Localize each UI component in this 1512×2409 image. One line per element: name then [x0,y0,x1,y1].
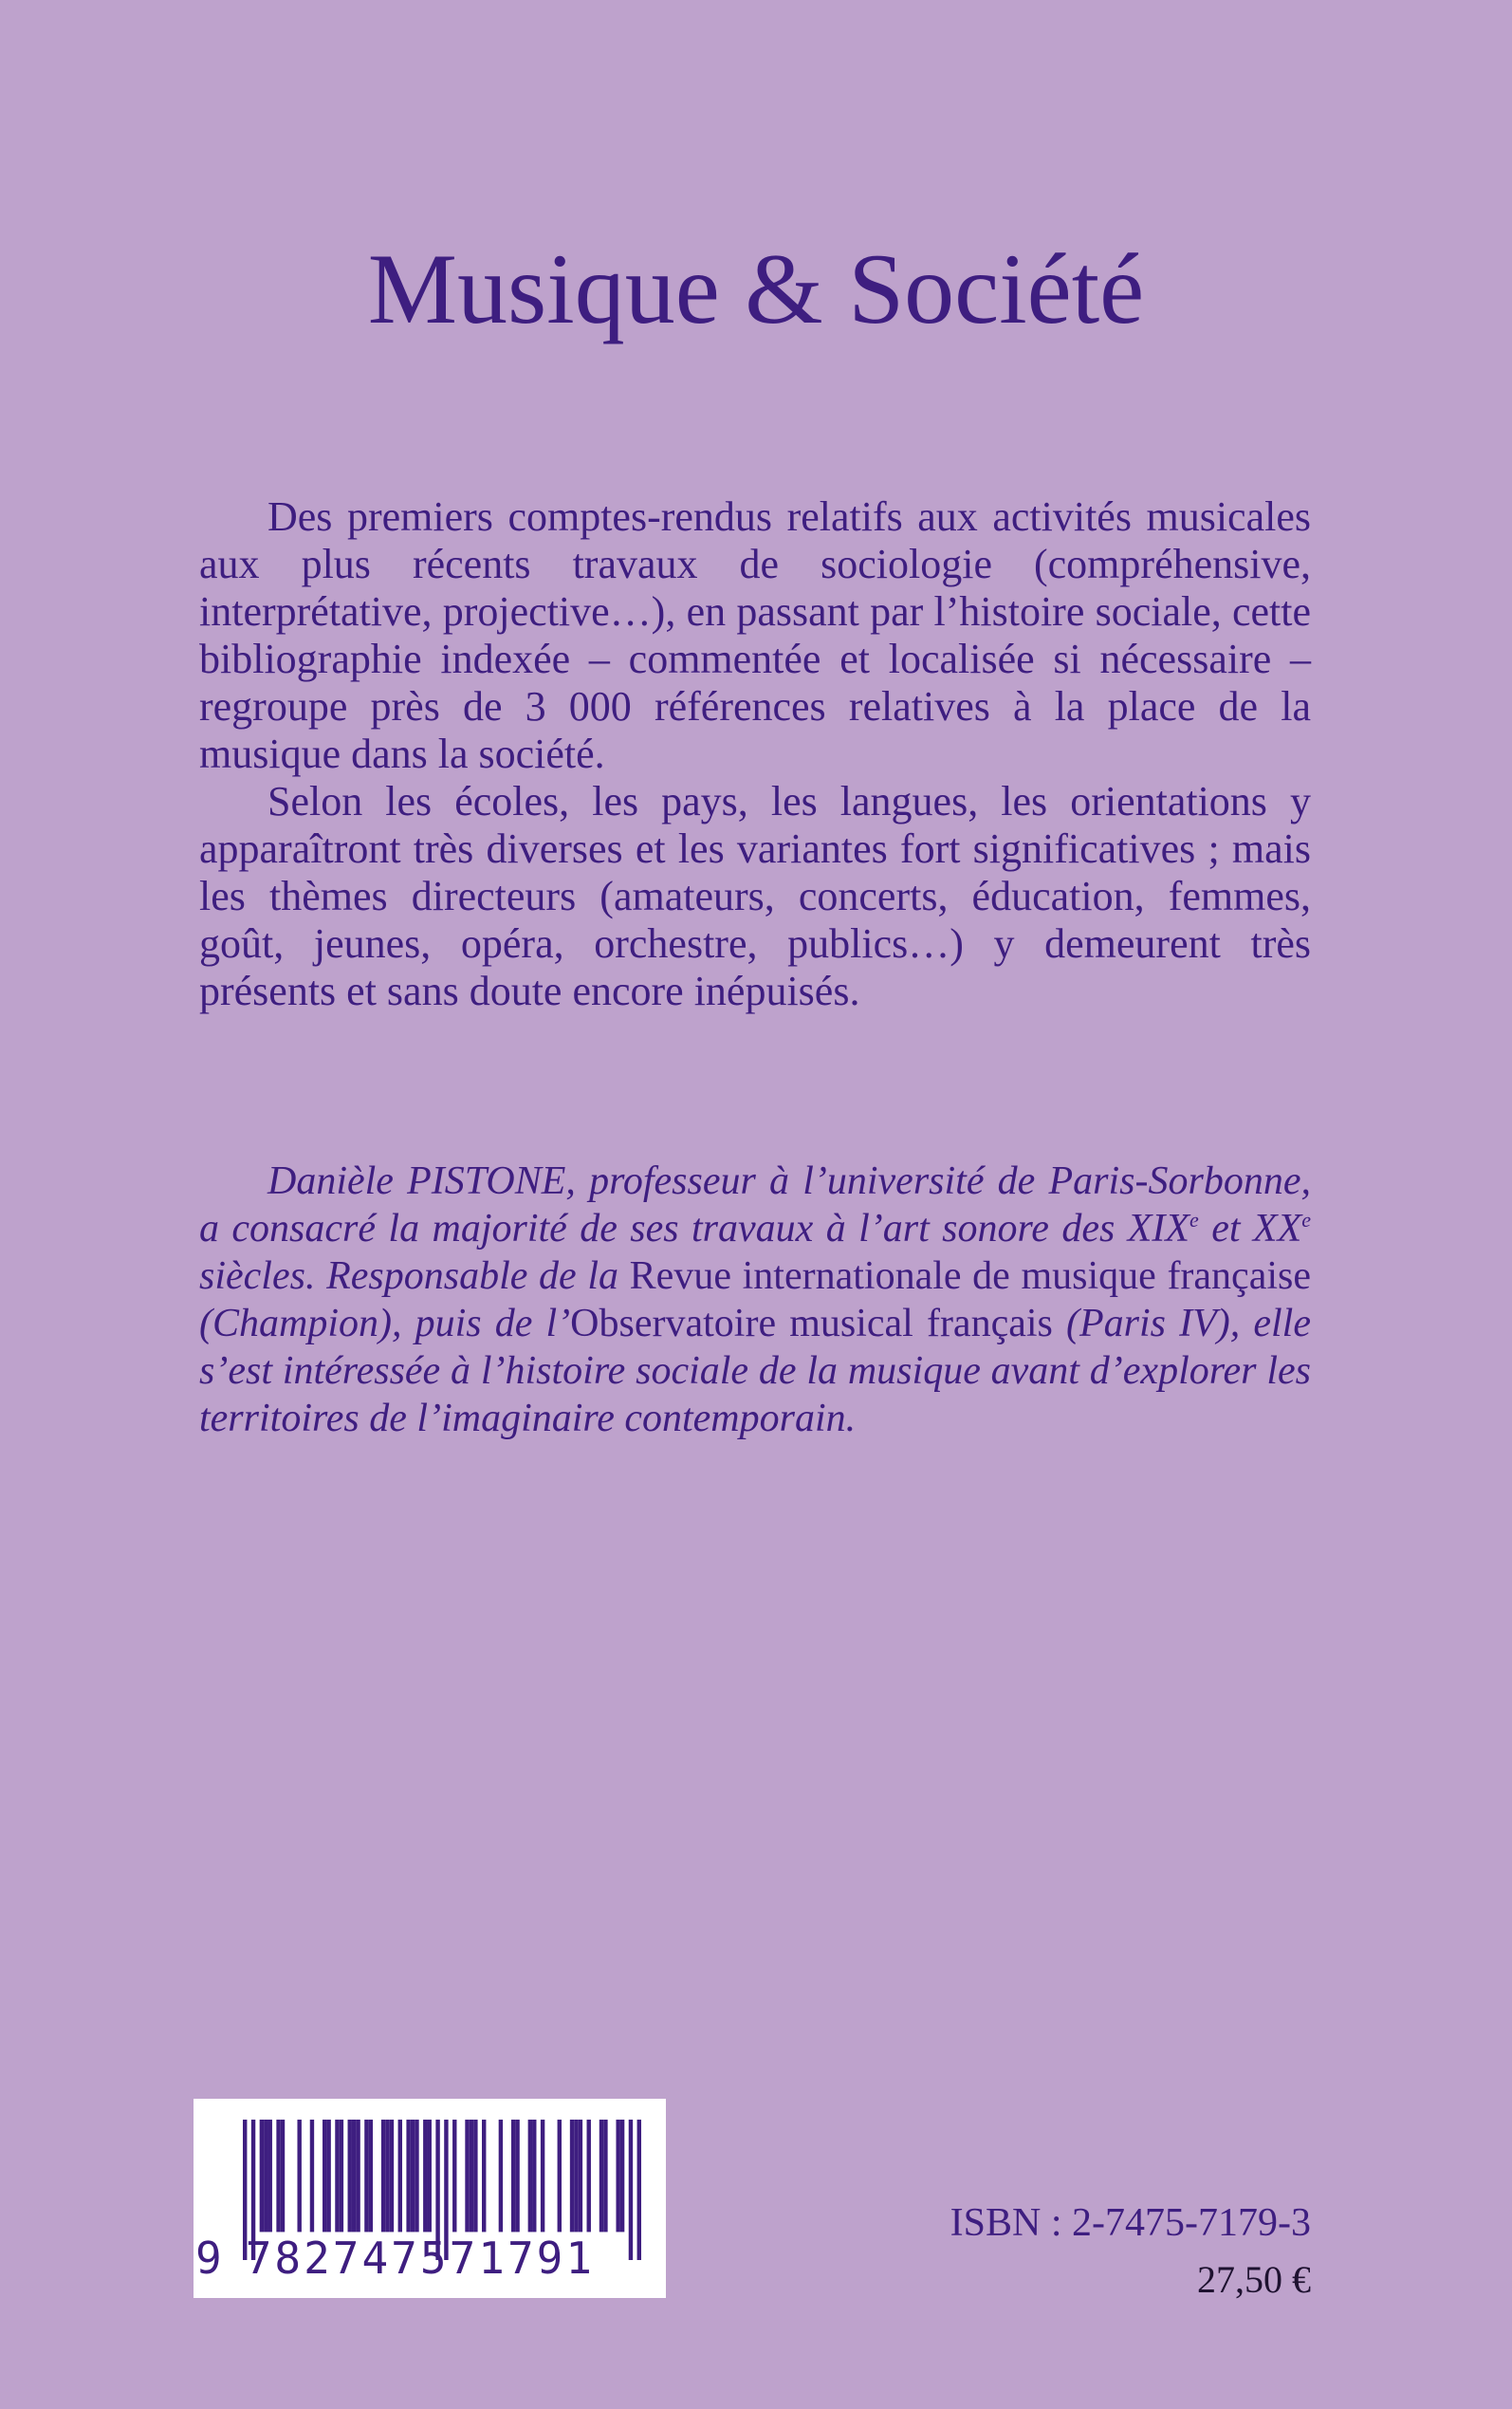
barcode-bar [364,2120,368,2232]
barcode-first-digit: 9 [195,2233,225,2284]
book-description [199,493,1311,1015]
barcode-bar [528,2120,532,2232]
barcode-digits: 782747571791 [245,2233,596,2284]
barcode-bar [276,2120,280,2232]
barcode-bar [281,2120,285,2232]
barcode-bar [326,2120,330,2232]
barcode-number [195,2232,595,2285]
barcode-bar [482,2120,486,2232]
price: 27,50 € [1197,2258,1311,2301]
barcode-bar [470,2120,473,2232]
barcode-bar [532,2120,536,2232]
barcode-bar [603,2120,607,2232]
bio-superscript-2: e [1301,1208,1311,1232]
barcode-bar [423,2120,427,2232]
bio-observatory-title: Observatoire musical français [570,1302,1053,1345]
barcode-bar [616,2120,619,2232]
barcode-bar [356,2120,360,2232]
barcode-bar [381,2120,385,2232]
barcode-bar [599,2120,603,2232]
barcode-bar [369,2120,373,2232]
barcode-bar [499,2120,503,2232]
barcode-bar [415,2120,418,2232]
bio-text-2: et XX [1198,1207,1302,1251]
barcode-bar [268,2120,272,2232]
barcode-bar [637,2120,641,2260]
bio-superscript-1: e [1189,1208,1199,1232]
barcode-bar [511,2120,515,2232]
barcode-bar [558,2120,562,2232]
barcode-bar [310,2120,314,2232]
barcode-bar [587,2120,591,2232]
barcode-bar [398,2120,402,2232]
barcode [194,2099,666,2298]
barcode-bar [428,2120,432,2232]
barcode-bar [574,2120,578,2232]
barcode-bar [335,2120,339,2232]
barcode-bar [390,2120,394,2232]
barcode-bar [570,2120,574,2232]
barcode-bar [260,2120,264,2232]
barcode-bar [297,2120,301,2232]
book-title: Musique & Société [367,233,1145,344]
barcode-bar [340,2120,343,2232]
barcode-bar [348,2120,352,2232]
barcode-bar [473,2120,477,2232]
bio-journal-title: Revue internationale de musique française [629,1254,1311,1298]
bio-text-1: Danièle PISTONE, professeur à l’université de Paris-Sorbonne, a consacré la majorité de ses travaux à l’art sonore des XIX [199,1159,1311,1251]
barcode-bar [620,2120,624,2232]
barcode-bar [629,2120,633,2260]
author-biography [199,1158,1311,1442]
barcode-bar [323,2120,326,2232]
barcode-bar [385,2120,389,2232]
isbn: ISBN : 2-7475-7179-3 [950,2201,1311,2245]
bio-text-3: siècles. Responsable de la [199,1254,630,1298]
description-paragraph-2: Selon les écoles, les pays, les langues, les orientations y apparaîtront très diverses et les variantes fort significatives ; mais les thèmes directeurs (amateurs, concerts, éducation, femmes, goût, jeunes, opéra, orchestre, publics…) y demeurent très présents et sans doute encore inépuisés. [199,778,1311,1014]
barcode-bar [264,2120,267,2232]
barcode-bar [352,2120,356,2232]
barcode-bar [515,2120,519,2232]
bio-text-5: (Paris IV), elle s’est intéressée à l’histoire sociale de la musique avant d’explorer les territoires de l’imaginaire contemporain. [199,1302,1311,1440]
barcode-bar [465,2120,469,2232]
barcode-bar [411,2120,415,2232]
barcode-bar [452,2120,456,2232]
barcode-bar [579,2120,582,2232]
barcode-bar [406,2120,410,2232]
description-paragraph-1: Des premiers comptes-rendus relatifs aux activités musicales aux plus récents travaux de sociologie (compréhensive, interprétative, projective…), en passant par l’histoire sociale, cette bibliographie indexée – commentée et localisée si nécessaire – regroupe près de 3 000 références relatives à la place de la musique dans la société. [199,493,1311,777]
barcode-bar [541,2120,544,2232]
bio-text-4: (Champion), puis de l’ [199,1302,571,1345]
